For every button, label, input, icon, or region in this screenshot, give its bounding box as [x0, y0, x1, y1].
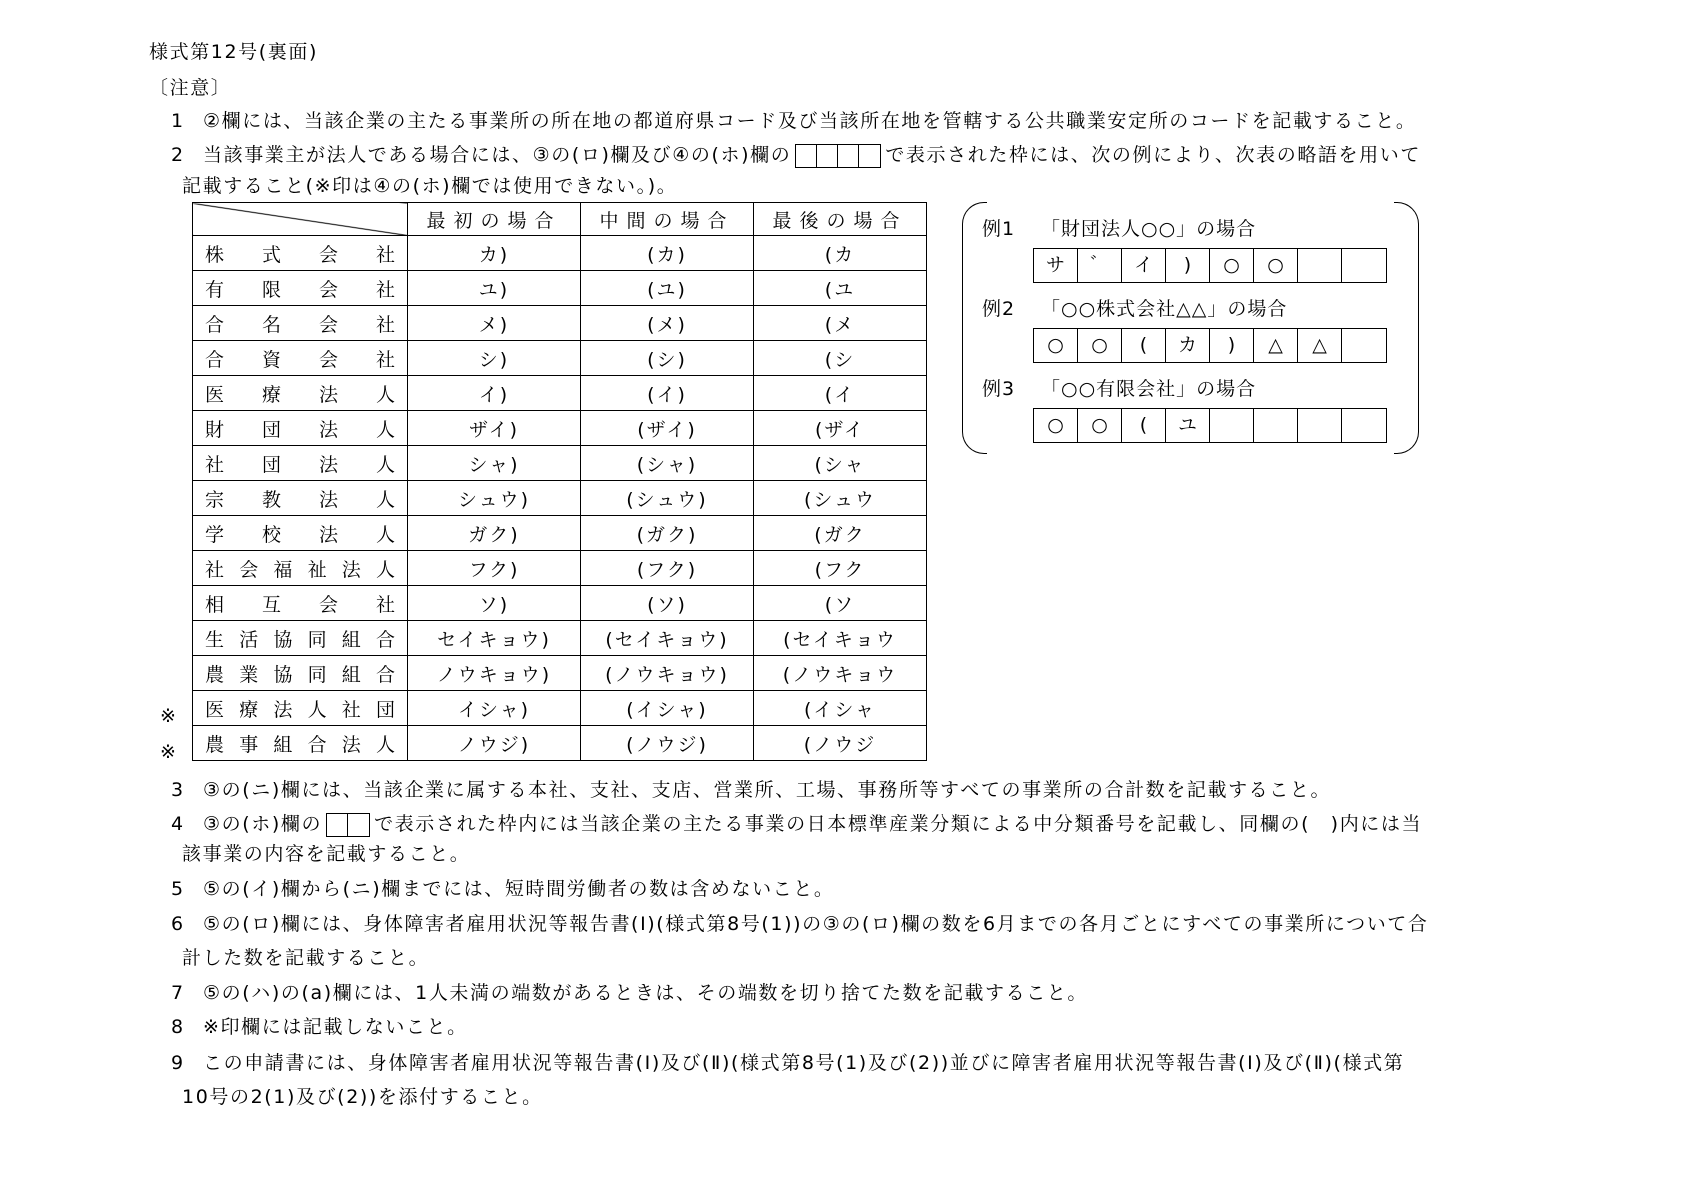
note-text: ③の(ニ)欄には、当該企業に属する本社、支社、支店、営業所、工場、事務所等すべての事業所の合計数を記載すること。	[203, 779, 1332, 801]
example-cell	[1298, 249, 1342, 282]
example-cell: ○	[1034, 329, 1078, 362]
abbrev-last: (フク	[754, 551, 927, 586]
table-row	[193, 236, 927, 271]
note-number: 5	[171, 878, 184, 900]
entity-type: 医療法人社団	[193, 691, 408, 726]
example-cell: △	[1298, 329, 1342, 362]
abbrev-last: (シャ	[754, 446, 927, 481]
example-cell: (	[1122, 329, 1166, 362]
example-label: 例2	[982, 298, 1016, 320]
example-cell	[1342, 249, 1386, 282]
table-row	[193, 516, 927, 551]
header-last: 最後の場合	[754, 203, 927, 236]
note-continuation: 該事業の内容を記載すること。	[182, 843, 471, 865]
table-row	[193, 586, 927, 621]
note-number: 9	[171, 1052, 184, 1074]
abbrev-last: (ノウジ	[754, 726, 927, 761]
right-bracket	[1394, 202, 1419, 454]
table-row	[193, 411, 927, 446]
entity-type: 合資会社	[193, 341, 408, 376]
example-cell: ○	[1034, 409, 1078, 442]
frame-cell	[859, 145, 880, 167]
note-text: ※印欄には記載しないこと。	[203, 1016, 468, 1038]
examples-box	[962, 202, 1419, 452]
example-cell	[1342, 329, 1386, 362]
abbrev-first: イ)	[408, 376, 581, 411]
example-cell	[1254, 409, 1298, 442]
table-row	[193, 341, 927, 376]
abbrev-last: (メ	[754, 306, 927, 341]
note-text: 当該事業主が法人である場合には、③の(ロ)欄及び④の(ホ)欄の	[203, 144, 792, 166]
abbrev-first: セイキョウ)	[408, 621, 581, 656]
example-cell: イ	[1122, 249, 1166, 282]
example-cell	[1298, 409, 1342, 442]
abbrev-last: (イシャ	[754, 691, 927, 726]
note-line	[203, 812, 1422, 837]
entity-type: 相互会社	[193, 586, 408, 621]
table-row	[193, 726, 927, 761]
entity-type: 株式会社	[193, 236, 408, 271]
example-cell: ゛	[1078, 249, 1122, 282]
example-cell: (	[1122, 409, 1166, 442]
example-cell: ○	[1078, 329, 1122, 362]
example-cells	[1033, 328, 1387, 363]
note-text: で表示された枠には、次の例により、次表の略語を用いて	[885, 144, 1421, 166]
input-frame-sample	[795, 144, 881, 168]
note-number: 1	[171, 110, 184, 132]
abbrev-first: イシャ)	[408, 691, 581, 726]
entity-type: 合名会社	[193, 306, 408, 341]
table-header-row	[193, 203, 927, 236]
abbrev-first: フク)	[408, 551, 581, 586]
abbrev-middle: (ユ)	[581, 271, 754, 306]
frame-cell	[817, 145, 838, 167]
frame-cell	[838, 145, 859, 167]
example-title: 「○○有限会社」の場合	[1041, 378, 1257, 400]
abbrev-middle: (ザイ)	[581, 411, 754, 446]
note-number: 3	[171, 779, 184, 801]
frame-cell	[796, 145, 817, 167]
abbrev-middle: (シャ)	[581, 446, 754, 481]
abbrev-last: (ノウキョウ	[754, 656, 927, 691]
abbrev-first: ガク)	[408, 516, 581, 551]
entity-type: 農事組合法人	[193, 726, 408, 761]
abbrev-last: (セイキョウ	[754, 621, 927, 656]
example-cell	[1210, 409, 1254, 442]
abbrev-middle: (ソ)	[581, 586, 754, 621]
table-row	[193, 446, 927, 481]
note-text: で表示された枠内には当該企業の主たる事業の日本標準産業分類による中分類番号を記載し、同欄の( )内には当	[374, 813, 1423, 835]
abbrev-middle: (セイキョウ)	[581, 621, 754, 656]
example-cells	[1033, 248, 1387, 283]
abbrev-first: ユ)	[408, 271, 581, 306]
abbrev-first: ノウジ)	[408, 726, 581, 761]
entity-type: 有限会社	[193, 271, 408, 306]
example-cell: サ	[1034, 249, 1078, 282]
example-cell: ○	[1210, 249, 1254, 282]
abbrev-middle: (フク)	[581, 551, 754, 586]
frame-cell	[327, 814, 348, 836]
table-row	[193, 691, 927, 726]
note-number: 6	[171, 913, 184, 935]
table-row	[193, 306, 927, 341]
abbrev-last: (カ	[754, 236, 927, 271]
abbrev-middle: (ノウジ)	[581, 726, 754, 761]
table-row	[193, 481, 927, 516]
abbrev-middle: (シュウ)	[581, 481, 754, 516]
abbrev-first: シュウ)	[408, 481, 581, 516]
abbrev-middle: (ガク)	[581, 516, 754, 551]
abbrev-first: ソ)	[408, 586, 581, 621]
example-cell	[1342, 409, 1386, 442]
note-continuation: 10号の2(1)及び(2))を添付すること。	[182, 1086, 543, 1108]
abbrev-first: ノウキョウ)	[408, 656, 581, 691]
restricted-mark: ※	[160, 705, 176, 728]
note-continuation: 計した数を記載すること。	[182, 947, 430, 969]
note-line	[203, 143, 1421, 168]
notes-heading: 〔注意〕	[149, 77, 232, 99]
abbrev-last: (イ	[754, 376, 927, 411]
table-row	[193, 271, 927, 306]
example-cell: カ	[1166, 329, 1210, 362]
entity-type: 農業協同組合	[193, 656, 408, 691]
abbrev-last: (シュウ	[754, 481, 927, 516]
abbrev-first: ザイ)	[408, 411, 581, 446]
abbrev-first: シャ)	[408, 446, 581, 481]
note-text: ②欄には、当該企業の主たる事業所の所在地の都道府県コード及び当該所在地を管轄する公共職業安定所のコードを記載すること。	[203, 110, 1417, 132]
entity-type: 社会福祉法人	[193, 551, 408, 586]
example-cell: ○	[1254, 249, 1298, 282]
entity-type: 医療法人	[193, 376, 408, 411]
abbrev-middle: (イシャ)	[581, 691, 754, 726]
example-title: 「○○株式会社△△」の場合	[1041, 298, 1288, 320]
example-cell: △	[1254, 329, 1298, 362]
abbrev-last: (シ	[754, 341, 927, 376]
abbrev-middle: (ノウキョウ)	[581, 656, 754, 691]
entity-type: 宗教法人	[193, 481, 408, 516]
diagonal-header-cell	[193, 203, 408, 236]
example-label: 例1	[982, 218, 1016, 240]
table-row	[193, 656, 927, 691]
note-continuation: 記載すること(※印は④の(ホ)欄では使用できない。)。	[182, 175, 678, 197]
abbrev-last: (ガク	[754, 516, 927, 551]
abbrev-middle: (シ)	[581, 341, 754, 376]
entity-type: 社団法人	[193, 446, 408, 481]
abbreviation-table	[192, 202, 927, 761]
form-title: 様式第12号(裏面)	[149, 41, 319, 63]
frame-cell	[348, 814, 369, 836]
abbrev-last: (ザイ	[754, 411, 927, 446]
header-middle: 中間の場合	[581, 203, 754, 236]
note-number: 2	[171, 144, 184, 166]
example-label: 例3	[982, 378, 1016, 400]
example-cell: )	[1210, 329, 1254, 362]
example-cell: ユ	[1166, 409, 1210, 442]
example-cell: )	[1166, 249, 1210, 282]
example-cells	[1033, 408, 1387, 443]
input-frame-sample	[326, 813, 370, 837]
abbrev-middle: (カ)	[581, 236, 754, 271]
entity-type: 財団法人	[193, 411, 408, 446]
note-text: ⑤の(ロ)欄には、身体障害者雇用状況等報告書(Ⅰ)(様式第8号(1))の③の(ロ)欄の数を6月までの各月ごとにすべての事業所について合	[203, 913, 1429, 935]
note-text: この申請書には、身体障害者雇用状況等報告書(Ⅰ)及び(Ⅱ)(様式第8号(1)及び(2))並びに障害者雇用状況等報告書(Ⅰ)及び(Ⅱ)(様式第	[203, 1052, 1405, 1074]
note-number: 8	[171, 1016, 184, 1038]
table-row	[193, 621, 927, 656]
restricted-mark: ※	[160, 740, 176, 763]
entity-type: 学校法人	[193, 516, 408, 551]
table-row	[193, 551, 927, 586]
note-text: ⑤の(ハ)の(a)欄には、1人未満の端数があるときは、その端数を切り捨てた数を記載すること。	[203, 982, 1089, 1004]
note-text: ⑤の(イ)欄から(ニ)欄までには、短時間労働者の数は含めないこと。	[203, 878, 835, 900]
note-text: ③の(ホ)欄の	[203, 813, 323, 835]
note-number: 4	[171, 813, 184, 835]
abbrev-last: (ユ	[754, 271, 927, 306]
abbrev-last: (ソ	[754, 586, 927, 621]
abbrev-first: メ)	[408, 306, 581, 341]
abbrev-first: カ)	[408, 236, 581, 271]
abbrev-first: シ)	[408, 341, 581, 376]
example-title: 「財団法人○○」の場合	[1041, 218, 1257, 240]
example-cell: ○	[1078, 409, 1122, 442]
abbrev-middle: (イ)	[581, 376, 754, 411]
entity-type: 生活協同組合	[193, 621, 408, 656]
table-row	[193, 376, 927, 411]
header-first: 最初の場合	[408, 203, 581, 236]
abbrev-middle: (メ)	[581, 306, 754, 341]
note-number: 7	[171, 982, 184, 1004]
